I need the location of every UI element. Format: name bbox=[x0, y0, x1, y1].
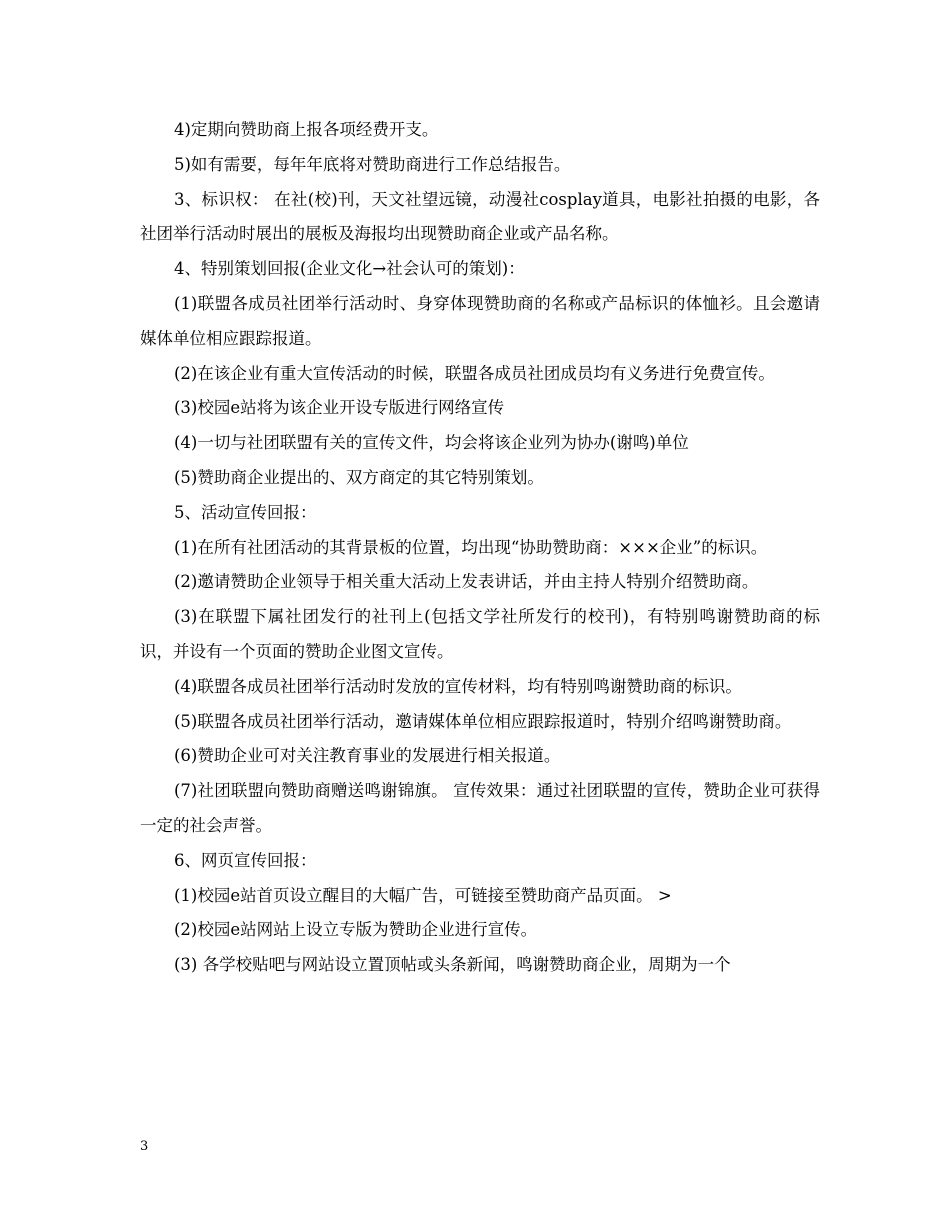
paragraph-special-5: (5)赞助商企业提出的、双方商定的其它特别策划。 bbox=[174, 467, 544, 487]
paragraph-special-3: (3)校园e站将为该企业开设专版进行网络宣传 bbox=[174, 398, 505, 418]
paragraph-event-6: (6)赞助企业可对关注教育事业的发展进行相关报道。 bbox=[174, 746, 561, 766]
paragraph-event-3: (3)在联盟下属社团发行的社刊上(包括文学社所发行的校刊)，有特别鸣谢赞助商的标识，并设有一个页面的赞助企业图文宣传。 bbox=[140, 607, 820, 661]
paragraph-web-1: (1)校园e站首页设立醒目的大幅广告，可链接至赞助商产品页面。 > bbox=[174, 885, 672, 905]
paragraph-web-2: (2)校园e站网站上设立专版为赞助企业进行宣传。 bbox=[174, 920, 538, 940]
document-body bbox=[140, 113, 820, 983]
paragraph-web-3: (3) 各学校贴吧与网站设立置顶帖或头条新闻，鸣谢赞助商企业，周期为一个 bbox=[174, 955, 731, 975]
paragraph-logo-rights: 3、标识权： 在社(校)刊，天文社望远镜，动漫社cosplay道具，电影社拍摄的电影，各社团举行活动时展出的展板及海报均出现赞助商企业或产品名称。 bbox=[140, 189, 820, 244]
paragraph-event-1: (1)在所有社团活动的其背景板的位置，均出现“协助赞助商：×××企业”的标识。 bbox=[174, 537, 768, 557]
paragraph-special-2: (2)在该企业有重大宣传活动的时候，联盟各成员社团成员均有义务进行免费宣传。 bbox=[174, 363, 775, 383]
paragraph-expense-report: 4)定期向赞助商上报各项经费开支。 bbox=[174, 120, 439, 139]
paragraph-event-7: (7)社团联盟向赞助商赠送鸣谢锦旗。 宣传效果：通过社团联盟的宣传，赞助企业可获得一定的社会声誉。 bbox=[140, 781, 820, 835]
page-number: 3 bbox=[140, 1139, 149, 1154]
paragraph-event-4: (4)联盟各成员社团举行活动时发放的宣传材料，均有特别鸣谢赞助商的标识。 bbox=[174, 676, 742, 696]
paragraph-annual-summary: 5)如有需要，每年年底将对赞助商进行工作总结报告。 bbox=[174, 154, 571, 174]
paragraph-special-4: (4)一切与社团联盟有关的宣传文件，均会将该企业列为协办(谢鸣)单位 bbox=[174, 433, 689, 453]
section-special-planning: 4、特别策划回报(企业文化→社会认可的策划)： bbox=[174, 259, 525, 279]
section-event-promotion: 5、活动宣传回报： bbox=[174, 502, 317, 522]
section-web-promotion: 6、网页宣传回报： bbox=[174, 850, 317, 870]
paragraph-event-5: (5)联盟各成员社团举行活动，邀请媒体单位相应跟踪报道时，特别介绍鸣谢赞助商。 bbox=[174, 711, 792, 731]
paragraph-special-1: (1)联盟各成员社团举行活动时、身穿体现赞助商的名称或产品标识的体恤衫。且会邀请媒体单位相应跟踪报道。 bbox=[140, 293, 820, 348]
paragraph-event-2: (2)邀请赞助企业领导于相关重大活动上发表讲话，并由主持人特别介绍赞助商。 bbox=[174, 572, 759, 592]
